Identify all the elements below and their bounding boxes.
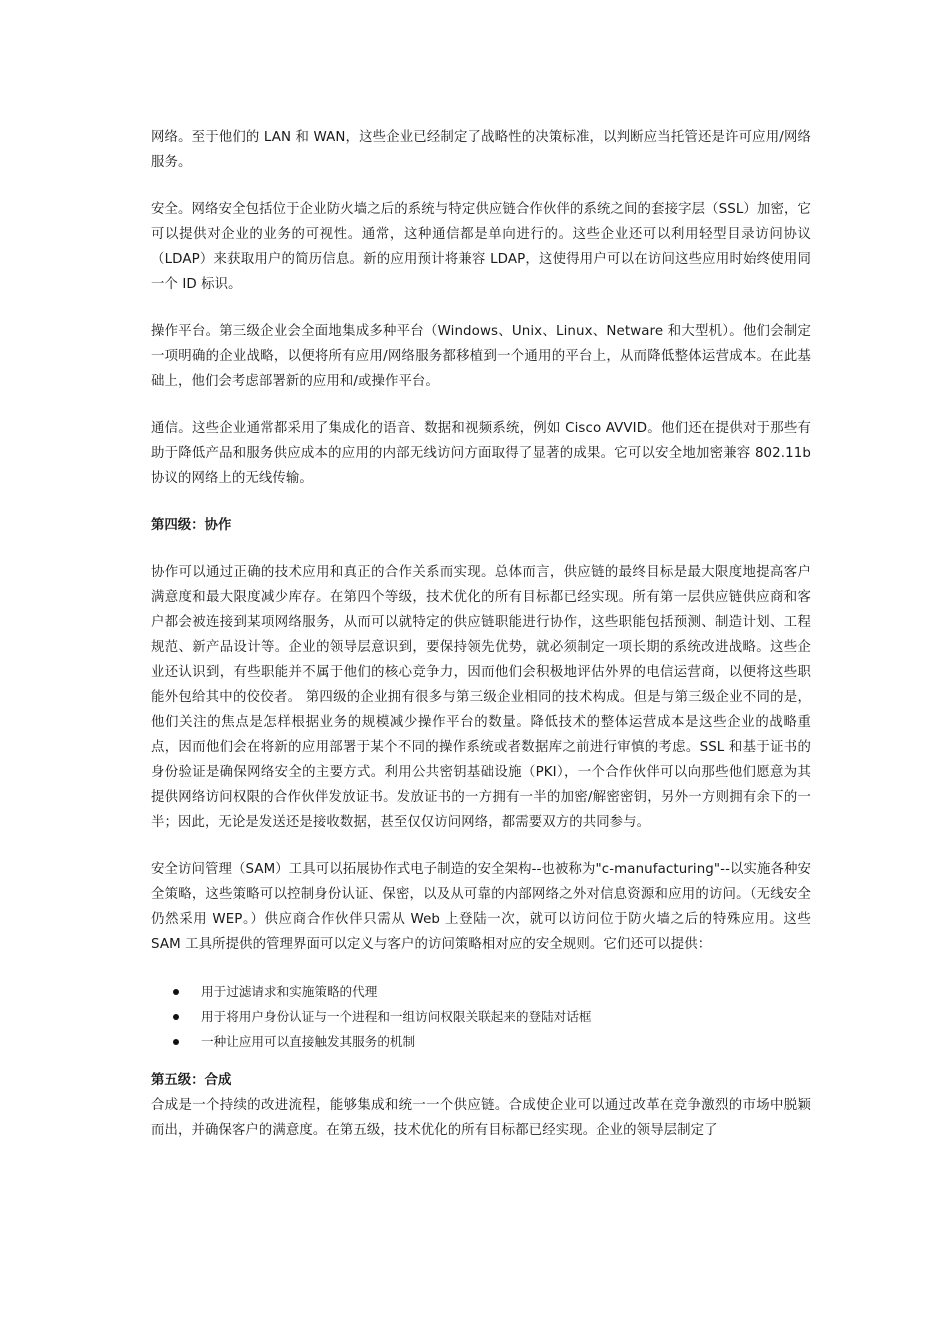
- list-item: [151, 1029, 811, 1054]
- list-item-text: 用于过滤请求和实施策略的代理: [201, 984, 378, 999]
- bullet-dot-icon: [173, 989, 179, 995]
- paragraph-operating-platform: 操作平台。第三级企业会全面地集成多种平台（Windows、Unix、Linux、Netware 和大型机）。他们会制定一项明确的企业战略，以便将所有应用/网络服务都移植到一个通用的平台上，从而降低整体运营成本。在此基础上，他们会考虑部署新的应用和/或操作平台。: [151, 324, 811, 389]
- list-item-text: 一种让应用可以直接触发其服务的机制: [201, 1034, 416, 1049]
- paragraph-synthesis: 合成是一个持续的改进流程，能够集成和统一一个供应链。合成使企业可以通过改革在竞争激烈的市场中脱颖而出，并确保客户的满意度。在第五级，技术优化的所有目标都已经实现。企业的领导层制定了: [151, 1098, 811, 1138]
- bullet-dot-icon: [173, 1014, 179, 1020]
- list-item: [151, 979, 811, 1004]
- document-page: [151, 125, 811, 1165]
- paragraph-sam-tools: 安全访问管理（SAM）工具可以拓展协作式电子制造的安全架构--也被称为"c-manufacturing"--以实施各种安全策略，这些策略可以控制身份认证、保密，以及从可靠的内部网络之外对信息资源和应用的访问。（无线安全仍然采用 WEP。）供应商合作伙伴只需从 Web 上登陆一次，就可以访问位于防火墙之后的特殊应用。这些 SAM 工具所提供的管理界面可以定义与客户的访问策略相对应的安全规则。它们还可以提供：: [151, 862, 811, 952]
- paragraph-collaboration: 协作可以通过正确的技术应用和真正的合作关系而实现。总体而言，供应链的最终目标是最大限度地提高客户满意度和最大限度减少库存。在第四个等级，技术优化的所有目标都已经实现。所有第一层供应链供应商和客户都会被连接到某项网络服务，从而可以就特定的供应链职能进行协作，这些职能包括预测、制造计划、工程规范、新产品设计等。企业的领导层意识到，要保持领先优势，就必须制定一项长期的系统改进战略。这些企业还认识到，有些职能并不属于他们的核心竞争力，因而他们会积极地评估外界的电信运营商，以便将这些职能外包给其中的佼佼者。 第四级的企业拥有很多与第三级企业相同的技术构成。但是与第三级企业不同的是，他们关注的焦点是怎样根据业务的规模减少操作平台的数量。降低技术的整体运营成本是这些企业的战略重点，因而他们会在将新的应用部署于某个不同的操作系统或者数据库之前进行审慎的考虑。SSL 和基于证书的身份验证是确保网络安全的主要方式。利用公共密钥基础设施（PKI），一个合作伙伴可以向那些他们愿意为其提供网络访问权限的合作伙伴发放证书。发放证书的一方拥有一半的加密/解密密钥，另外一方则拥有余下的一半；因此，无论是发送还是接收数据，甚至仅仅访问网络，都需要双方的共同参与。: [151, 565, 811, 830]
- bullet-list: [151, 979, 811, 1054]
- heading-level-four: 第四级：协作: [151, 518, 232, 533]
- list-item: [151, 1004, 811, 1029]
- paragraph-security: 安全。网络安全包括位于企业防火墙之后的系统与特定供应链合作伙伴的系统之间的套接字层（SSL）加密，它可以提供对企业的业务的可视性。通常，这种通信都是单向进行的。这些企业还可以利用轻型目录访问协议（LDAP）来获取用户的简历信息。新的应用预计将兼容 LDAP，这使得用户可以在访问这些应用时始终使用同一个 ID 标识。: [151, 202, 811, 292]
- list-item-text: 用于将用户身份认证与一个进程和一组访问权限关联起来的登陆对话框: [201, 1009, 592, 1024]
- paragraph-network: 网络。至于他们的 LAN 和 WAN，这些企业已经制定了战略性的决策标准，以判断应当托管还是许可应用/网络服务。: [151, 130, 811, 170]
- heading-level-five: 第五级：合成: [151, 1073, 232, 1088]
- bullet-dot-icon: [173, 1039, 179, 1045]
- paragraph-communication: 通信。这些企业通常都采用了集成化的语音、数据和视频系统，例如 Cisco AVVID。他们还在提供对于那些有助于降低产品和服务供应成本的应用的内部无线访问方面取得了显著的成果。它可以安全地加密兼容 802.11b 协议的网络上的无线传输。: [151, 421, 811, 486]
